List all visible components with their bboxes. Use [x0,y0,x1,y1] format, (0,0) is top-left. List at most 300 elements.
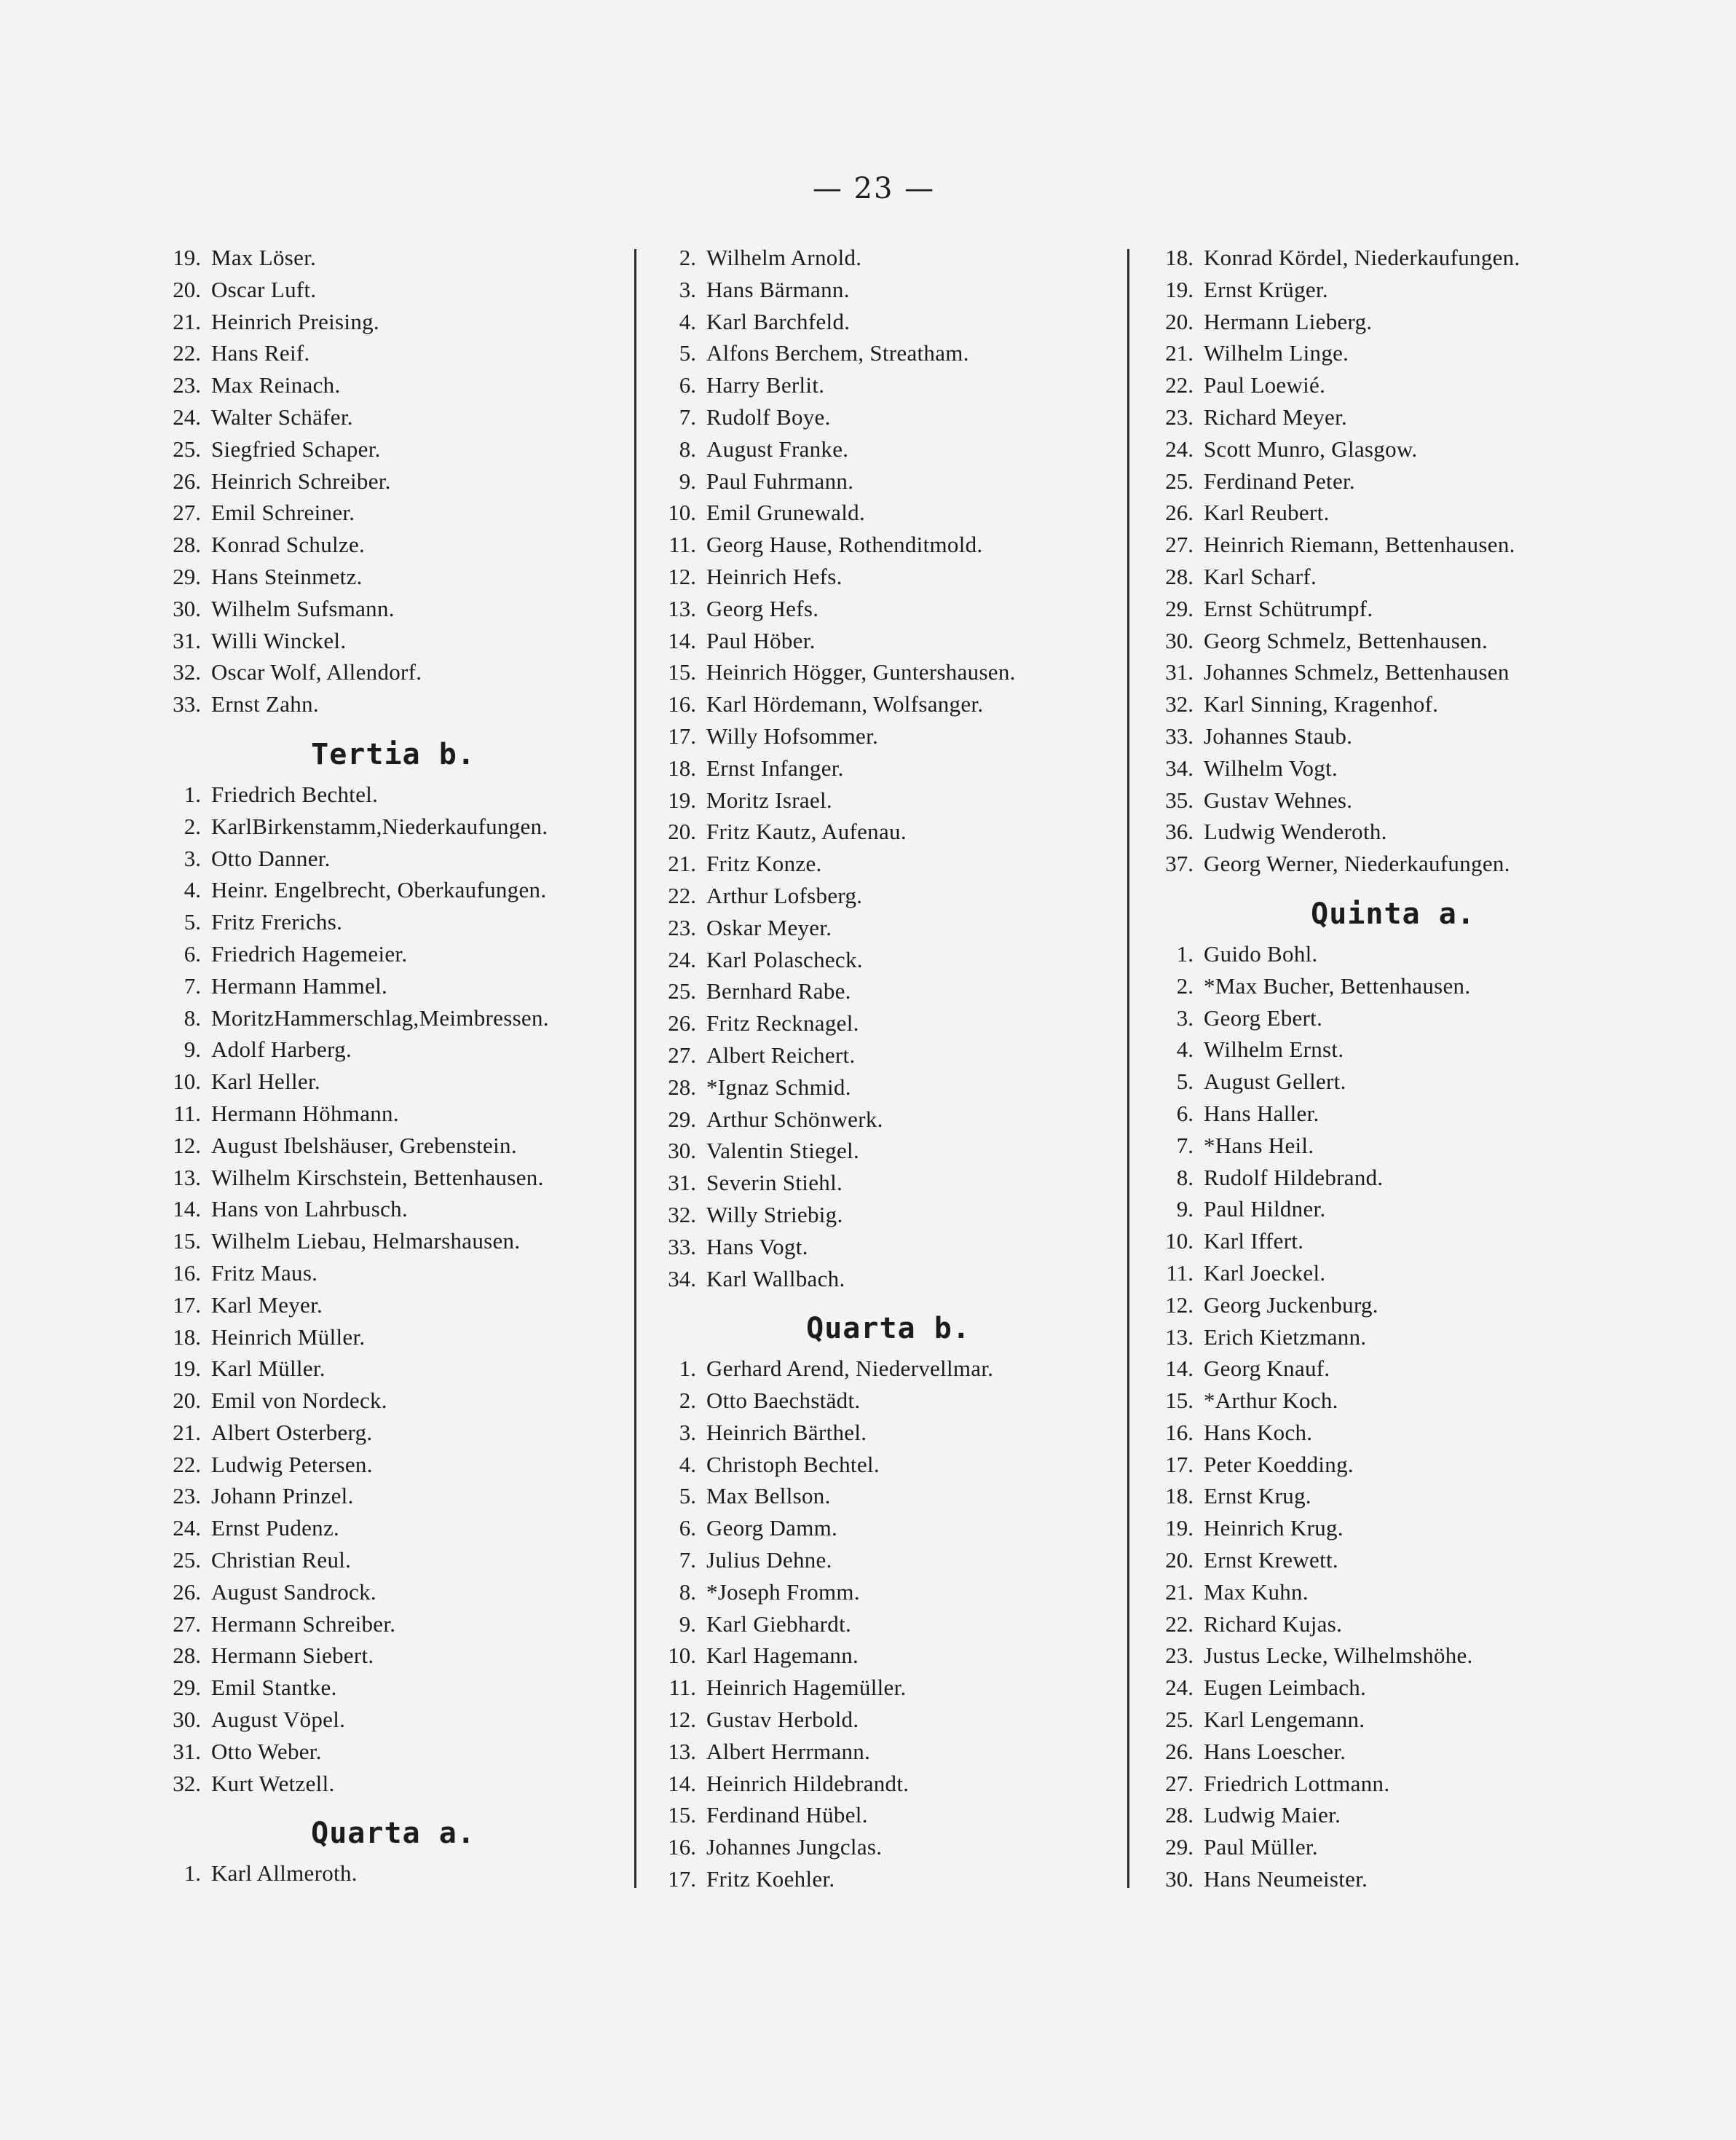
list-item [1138,1576,1648,1608]
list-item [146,970,641,1002]
list-item [1138,848,1648,880]
entry-name: Adolf Harberg. [211,1036,352,1063]
entry-number: 6. [679,1515,696,1541]
entry-name: Bernhard Rabe. [706,978,851,1004]
list-item [1138,970,1648,1002]
entry-number: 24. [1165,1675,1194,1701]
entry-name: Ernst Krug. [1204,1483,1311,1509]
entry-name: Walter Schäfer. [211,404,353,430]
entry-number: 17. [1165,1451,1194,1477]
entry-number: 9. [679,468,696,494]
list-item [1138,784,1648,817]
section-heading: Quarta b. [806,1312,971,1346]
entry-number: 22. [173,1451,201,1477]
entry-number: 3. [1176,1004,1194,1031]
entry-number: 4. [184,877,201,903]
entry-number: 4. [679,308,696,334]
class-section [1138,894,1648,1895]
entry-name: Wilhelm Linge. [1204,340,1349,366]
entry-number: 9. [184,1036,201,1063]
entry-number: 21. [173,308,201,334]
entry-number: 1. [679,1356,696,1382]
entry-name: Emil Stantke. [211,1675,337,1701]
entry-number: 9. [1176,1196,1194,1222]
list-item [146,1257,641,1289]
entry-number: 18. [1165,1483,1194,1509]
list-item [146,1449,641,1481]
entry-name: Max Reinach. [211,372,341,398]
list-item [641,529,1136,561]
entry-number: 5. [1176,1069,1194,1095]
list-item [641,1672,1136,1704]
list-item [146,242,641,274]
entry-name: Georg Schmelz, Bettenhausen. [1204,627,1488,653]
entry-name: Fritz Recknagel. [706,1010,859,1036]
list-item [1138,1193,1648,1225]
entry-number: 12. [668,1707,696,1733]
list-item [146,1576,641,1608]
list-item [146,906,641,938]
list-item [146,1034,641,1066]
entry-number: 20. [1165,1547,1194,1573]
entry-name: Heinrich Müller. [211,1323,366,1350]
entry-name: Willi Winckel. [211,627,347,653]
class-section [146,735,641,1800]
entry-number: 28. [1165,563,1194,589]
entry-number: 34. [1165,755,1194,781]
list-item [1138,1799,1648,1831]
entry-name: Fritz Konze. [706,851,822,877]
entry-name: Max Löser. [211,245,317,270]
entry-name: August Ibelshäuser, Grebenstein. [211,1132,517,1158]
list-item [1138,274,1648,306]
entry-number: 31. [1165,659,1194,685]
list-item [641,1417,1136,1449]
entry-number: 29. [173,1675,201,1701]
entry-name: Ludwig Wenderoth. [1204,819,1387,845]
list-item [146,874,641,906]
list-item [641,1704,1136,1736]
entry-number: 14. [173,1196,201,1222]
list-item [1138,1512,1648,1544]
list-item [641,497,1136,529]
list-item [641,1231,1136,1263]
list-item [1138,306,1648,338]
entry-name: Otto Weber. [211,1738,322,1764]
list-item [641,1263,1136,1295]
entry-name: Georg Damm. [706,1515,838,1541]
entry-name: Max Kuhn. [1204,1578,1309,1605]
entry-number: 3. [184,845,201,871]
list-item [1138,1736,1648,1768]
list-item [641,1640,1136,1672]
entry-number: 30. [1165,1866,1194,1892]
column-1 [146,242,641,1889]
list-item [146,306,641,338]
list-item [1138,1608,1648,1640]
entry-name: Karl Allmeroth. [211,1860,358,1887]
entry-name: Karl Joeckel. [1204,1259,1326,1286]
class-section [1138,242,1648,880]
entry-number: 5. [679,340,696,366]
list-item [1138,1704,1648,1736]
entry-name: Ernst Krüger. [1204,276,1328,302]
entry-name: Emil von Nordeck. [211,1388,387,1414]
entry-name: Wilhelm Vogt. [1204,755,1338,781]
entry-number: 31. [173,627,201,653]
list-item [1138,1480,1648,1512]
entry-number: 6. [1176,1100,1194,1126]
entry-name: Heinr. Engelbrecht, Oberkaufungen. [211,877,547,903]
list-item [146,497,641,529]
entry-name: Ferdinand Peter. [1204,468,1355,494]
entry-name: Friedrich Bechtel. [211,781,379,807]
entry-number: 10. [668,1643,696,1669]
entry-number: 8. [184,1004,201,1031]
entry-name: Severin Stiehl. [706,1170,843,1196]
entry-number: 11. [173,1100,201,1126]
entry-number: 4. [1176,1036,1194,1063]
list-item [146,401,641,433]
list-item [1138,1768,1648,1800]
entry-name: Gustav Herbold. [706,1707,859,1733]
list-item [1138,938,1648,970]
entry-number: 29. [1165,1834,1194,1860]
entry-name: Georg Hefs. [706,595,819,621]
entry-name: Harry Berlit. [706,372,825,398]
list-item [146,1704,641,1736]
list-item [1138,1544,1648,1576]
entry-number: 27. [1165,532,1194,558]
entry-name: Otto Baechstädt. [706,1388,861,1414]
entry-number: 12. [1165,1291,1194,1318]
entry-number: 18. [668,755,696,781]
list-item [641,593,1136,625]
list-item [146,465,641,497]
entry-name: Fritz Maus. [211,1259,318,1286]
entry-name: Friedrich Hagemeier. [211,940,408,967]
entry-name: *Joseph Fromm. [706,1578,860,1605]
entry-name: Fritz Koehler. [706,1866,835,1892]
entry-number: 27. [173,1610,201,1637]
entry-number: 29. [668,1106,696,1132]
entry-number: 16. [668,691,696,717]
entry-name: Alfons Berchem, Streatham. [706,340,969,366]
entry-number: 30. [668,1138,696,1164]
list-item [641,1449,1136,1481]
list-item [1138,720,1648,752]
list-item [1138,593,1648,625]
entry-name: Christian Reul. [211,1547,352,1573]
list-item [1138,1831,1648,1863]
entry-name: Peter Koedding. [1204,1451,1354,1477]
entry-name: Karl Iffert. [1204,1228,1304,1254]
entry-number: 7. [1176,1132,1194,1158]
list-item [641,1799,1136,1831]
list-item [641,1039,1136,1071]
list-item [1138,1321,1648,1353]
entry-number: 9. [679,1610,696,1637]
entry-name: Ludwig Maier. [1204,1802,1341,1828]
entry-name: Fritz Kautz, Aufenau. [706,819,907,845]
entry-number: 13. [1165,1323,1194,1350]
entry-number: 25. [668,978,696,1004]
list-item [146,1193,641,1225]
list-item [146,1768,641,1800]
entry-number: 8. [679,1578,696,1605]
entry-number: 21. [173,1419,201,1445]
entry-name: Georg Ebert. [1204,1004,1323,1031]
entry-name: Paul Höber. [706,627,816,653]
entry-number: 24. [668,946,696,972]
entry-name: Heinrich Hefs. [706,563,843,589]
entry-number: 29. [173,563,201,589]
entry-name: Ernst Krewett. [1204,1547,1338,1573]
list-item [641,433,1136,465]
entry-name: Hans Reif. [211,340,310,366]
list-item [1138,529,1648,561]
entry-name: August Gellert. [1204,1069,1346,1095]
entry-name: Karl Polascheck. [706,946,863,972]
column-3 [1138,242,1648,1895]
entry-name: Konrad Schulze. [211,532,366,558]
entry-number: 17. [668,723,696,749]
entry-number: 14. [1165,1356,1194,1382]
entry-name: Fritz Frerichs. [211,909,343,935]
list-item [641,1608,1136,1640]
list-item [1138,242,1648,274]
entry-number: 6. [184,940,201,967]
entry-name: Heinrich Krug. [1204,1515,1344,1541]
entry-number: 7. [679,1547,696,1573]
entry-name: Georg Knauf. [1204,1356,1330,1382]
list-item [146,369,641,401]
list-item [1138,1417,1648,1449]
entry-name: Karl Reubert. [1204,500,1330,526]
entry-number: 23. [668,914,696,940]
entry-number: 1. [184,781,201,807]
list-item [641,1167,1136,1199]
entry-number: 28. [1165,1802,1194,1828]
entry-number: 17. [173,1291,201,1318]
entry-number: 30. [1165,627,1194,653]
entry-name: Paul Hildner. [1204,1196,1326,1222]
entry-name: Heinrich Riemann, Bettenhausen. [1204,532,1515,558]
entry-number: 15. [668,659,696,685]
list-item [641,944,1136,976]
list-item [146,1066,641,1098]
entry-name: Hans Haller. [1204,1100,1319,1126]
entry-number: 4. [679,1451,696,1477]
list-item [146,1130,641,1162]
entry-name: Hans Neumeister. [1204,1866,1368,1892]
list-item [641,1135,1136,1167]
entry-number: 30. [173,1707,201,1733]
list-item [146,1857,641,1889]
list-item [1138,465,1648,497]
entry-number: 27. [668,1042,696,1068]
entry-name: Karl Müller. [211,1356,326,1382]
entry-number: 19. [173,245,201,270]
list-item [146,561,641,593]
entry-number: 10. [668,500,696,526]
entry-number: 32. [173,1770,201,1796]
entry-number: 2. [679,1388,696,1414]
entry-name: Moritz Israel. [706,787,832,813]
list-item [641,656,1136,688]
entry-number: 27. [173,500,201,526]
entry-name: Gerhard Arend, Niedervellmar. [706,1356,994,1382]
entry-name: Julius Dehne. [706,1547,832,1573]
entry-name: Paul Müller. [1204,1834,1318,1860]
list-item [641,1104,1136,1136]
entry-name: August Vöpel. [211,1707,346,1733]
list-item [146,593,641,625]
list-item [641,1385,1136,1417]
entry-name: Kurt Wetzell. [211,1770,335,1796]
entry-number: 24. [173,404,201,430]
entry-number: 28. [173,532,201,558]
entry-name: Hermann Schreiber. [211,1610,396,1637]
list-item [1138,561,1648,593]
entry-name: Christoph Bechtel. [706,1451,880,1477]
list-item [146,1098,641,1130]
entry-number: 2. [1176,972,1194,999]
entry-name: Richard Kujas. [1204,1610,1343,1637]
entry-name: Eugen Leimbach. [1204,1675,1367,1701]
entry-number: 32. [668,1201,696,1227]
entry-number: 19. [1165,276,1194,302]
list-item [1138,1066,1648,1098]
list-item [146,1225,641,1257]
list-item [641,816,1136,848]
entry-name: Ernst Zahn. [211,691,319,717]
class-section [146,242,641,720]
entry-number: 1. [184,1860,201,1887]
entry-name: Hans Loescher. [1204,1738,1346,1764]
list-item [1138,1449,1648,1481]
entry-name: Ernst Pudenz. [211,1515,340,1541]
entry-number: 22. [668,882,696,908]
entry-name: Karl Heller. [211,1069,320,1095]
list-item [1138,337,1648,369]
entry-number: 19. [173,1356,201,1382]
list-item [641,1863,1136,1895]
entry-name: Albert Osterberg. [211,1419,373,1445]
list-item [146,1162,641,1194]
list-item [641,1199,1136,1231]
entry-number: 13. [668,1738,696,1764]
entry-number: 31. [173,1738,201,1764]
list-item [641,465,1136,497]
entry-number: 29. [1165,595,1194,621]
entry-number: 21. [1165,340,1194,366]
list-item [146,337,641,369]
entry-number: 6. [679,372,696,398]
entry-name: Georg Hause, Rothenditmold. [706,532,983,558]
entry-name: Friedrich Lottmann. [1204,1770,1390,1796]
entry-number: 25. [173,436,201,462]
entry-number: 16. [173,1259,201,1286]
entry-number: 23. [1165,1643,1194,1669]
entry-name: *Max Bucher, Bettenhausen. [1204,972,1471,999]
entry-number: 31. [668,1170,696,1196]
list-item [146,656,641,688]
entry-number: 1. [1176,940,1194,967]
entry-number: 18. [173,1323,201,1350]
entry-number: 10. [1165,1228,1194,1254]
entry-name: Karl Meyer. [211,1291,323,1318]
column-2 [641,242,1136,1895]
list-item [1138,1034,1648,1066]
entry-name: Willy Striebig. [706,1201,843,1227]
entry-number: 22. [1165,1610,1194,1637]
entry-number: 32. [1165,691,1194,717]
list-item [146,938,641,970]
list-item [641,1480,1136,1512]
list-item [146,1289,641,1321]
class-section [641,1309,1136,1895]
entry-name: Hans Steinmetz. [211,563,363,589]
list-item [641,1007,1136,1039]
entry-number: 7. [679,404,696,430]
list-item [641,1768,1136,1800]
entry-name: Hans Vogt. [706,1233,808,1259]
entry-name: KarlBirkenstamm,Niederkaufungen. [211,813,548,839]
list-item [641,1576,1136,1608]
list-item [146,625,641,657]
entry-name: Hans von Lahrbusch. [211,1196,409,1222]
entry-name: Ludwig Petersen. [211,1451,373,1477]
entry-name: Karl Lengemann. [1204,1707,1365,1733]
entry-name: Johannes Schmelz, Bettenhausen [1204,659,1510,685]
entry-number: 15. [1165,1388,1194,1414]
entry-number: 16. [1165,1419,1194,1445]
list-item [1138,1672,1648,1704]
entry-name: Hermann Hammel. [211,972,388,999]
list-item [146,529,641,561]
entry-name: Johann Prinzel. [211,1483,354,1509]
list-item [146,1672,641,1704]
entry-number: 22. [173,340,201,366]
entry-name: Arthur Schönwerk. [706,1106,883,1132]
entry-name: Karl Wallbach. [706,1265,845,1291]
entry-name: Ernst Infanger. [706,755,844,781]
entry-name: Hermann Lieberg. [1204,308,1373,334]
entry-name: Willy Hofsommer. [706,723,879,749]
entry-name: Karl Giebhardt. [706,1610,852,1637]
entry-name: Heinrich Hildebrandt. [706,1770,910,1796]
entry-name: Heinrich Preising. [211,308,379,334]
entry-number: 21. [1165,1578,1194,1605]
entry-name: Wilhelm Sufsmann. [211,595,395,621]
list-item [641,752,1136,784]
entry-name: Siegfried Schaper. [211,436,381,462]
entry-name: Richard Meyer. [1204,404,1348,430]
entry-number: 26. [173,468,201,494]
section-heading: Tertia b. [311,737,476,771]
list-item [641,1544,1136,1576]
entry-number: 35. [1165,787,1194,813]
entry-name: Wilhelm Ernst. [1204,1036,1344,1063]
entry-name: Wilhelm Liebau, Helmarshausen. [211,1228,521,1254]
entry-number: 18. [1165,245,1194,270]
section-heading: Quarta a. [311,1817,476,1851]
list-item [641,242,1136,274]
entry-number: 3. [679,276,696,302]
list-item [641,337,1136,369]
entry-number: 37. [1165,851,1194,877]
